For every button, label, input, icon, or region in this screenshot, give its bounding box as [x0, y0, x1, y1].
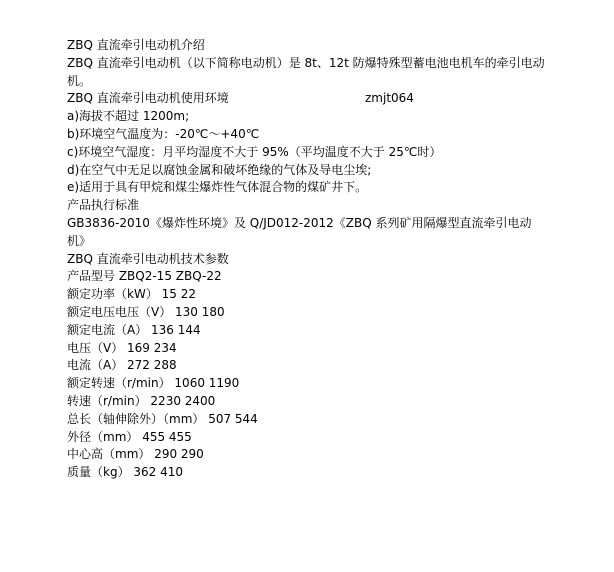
env-item: d)在空气中无足以腐蚀金属和破坏绝缘的气体及导电尘埃; — [67, 162, 372, 177]
param-row: 额定功率（kW） 15 22 — [67, 287, 196, 302]
intro-paragraph: ZBQ 直流牵引电动机（以下简称电动机）是 8t、12t 防爆特殊型蓄电池电机车的牵引电动机。 — [67, 55, 545, 88]
param-row: 额定电流（A） 136 144 — [67, 322, 201, 337]
standard-text: GB3836-2010《爆炸性环境》及 Q/JD012-2012《ZBQ 系列矿用隔爆型直流牵引电动机》 — [67, 215, 532, 248]
param-row: 电压（V） 169 234 — [67, 340, 177, 355]
params-heading: ZBQ 直流牵引电动机技术参数 — [67, 251, 229, 266]
standard-heading: 产品执行标准 — [67, 198, 140, 213]
param-row: 额定电压电压（V） 130 180 — [67, 304, 225, 319]
param-row: 额定转速（r/min） 1060 1190 — [67, 376, 240, 391]
env-item: b)环境空气温度为：-20℃～+40℃ — [67, 126, 260, 141]
env-item: e)适用于具有甲烷和煤尘爆炸性气体混合物的煤矿井下。 — [67, 180, 368, 195]
env-item: c)环境空气湿度：月平均湿度不大于 95%（平均温度不大于 25℃时） — [67, 144, 442, 159]
document-body — [67, 37, 547, 482]
param-row: 电流（A） 272 288 — [67, 358, 177, 373]
param-row: 转速（r/min） 2230 2400 — [67, 393, 216, 408]
doc-code: zmjt064 — [365, 91, 414, 106]
env-item: a)海拔不超过 1200m; — [67, 109, 190, 124]
param-row: 产品型号 ZBQ2-15 ZBQ-22 — [67, 269, 222, 284]
env-heading: ZBQ 直流牵引电动机使用环境 — [67, 91, 229, 106]
param-row: 外径（mm） 455 455 — [67, 429, 192, 444]
param-row: 总长（轴伸除外）（mm） 507 544 — [67, 411, 258, 426]
doc-title: ZBQ 直流牵引电动机介绍 — [67, 38, 205, 52]
param-row: 中心高（mm） 290 290 — [67, 447, 204, 462]
param-row: 质量（kg） 362 410 — [67, 465, 184, 480]
env-heading-row — [67, 90, 547, 108]
